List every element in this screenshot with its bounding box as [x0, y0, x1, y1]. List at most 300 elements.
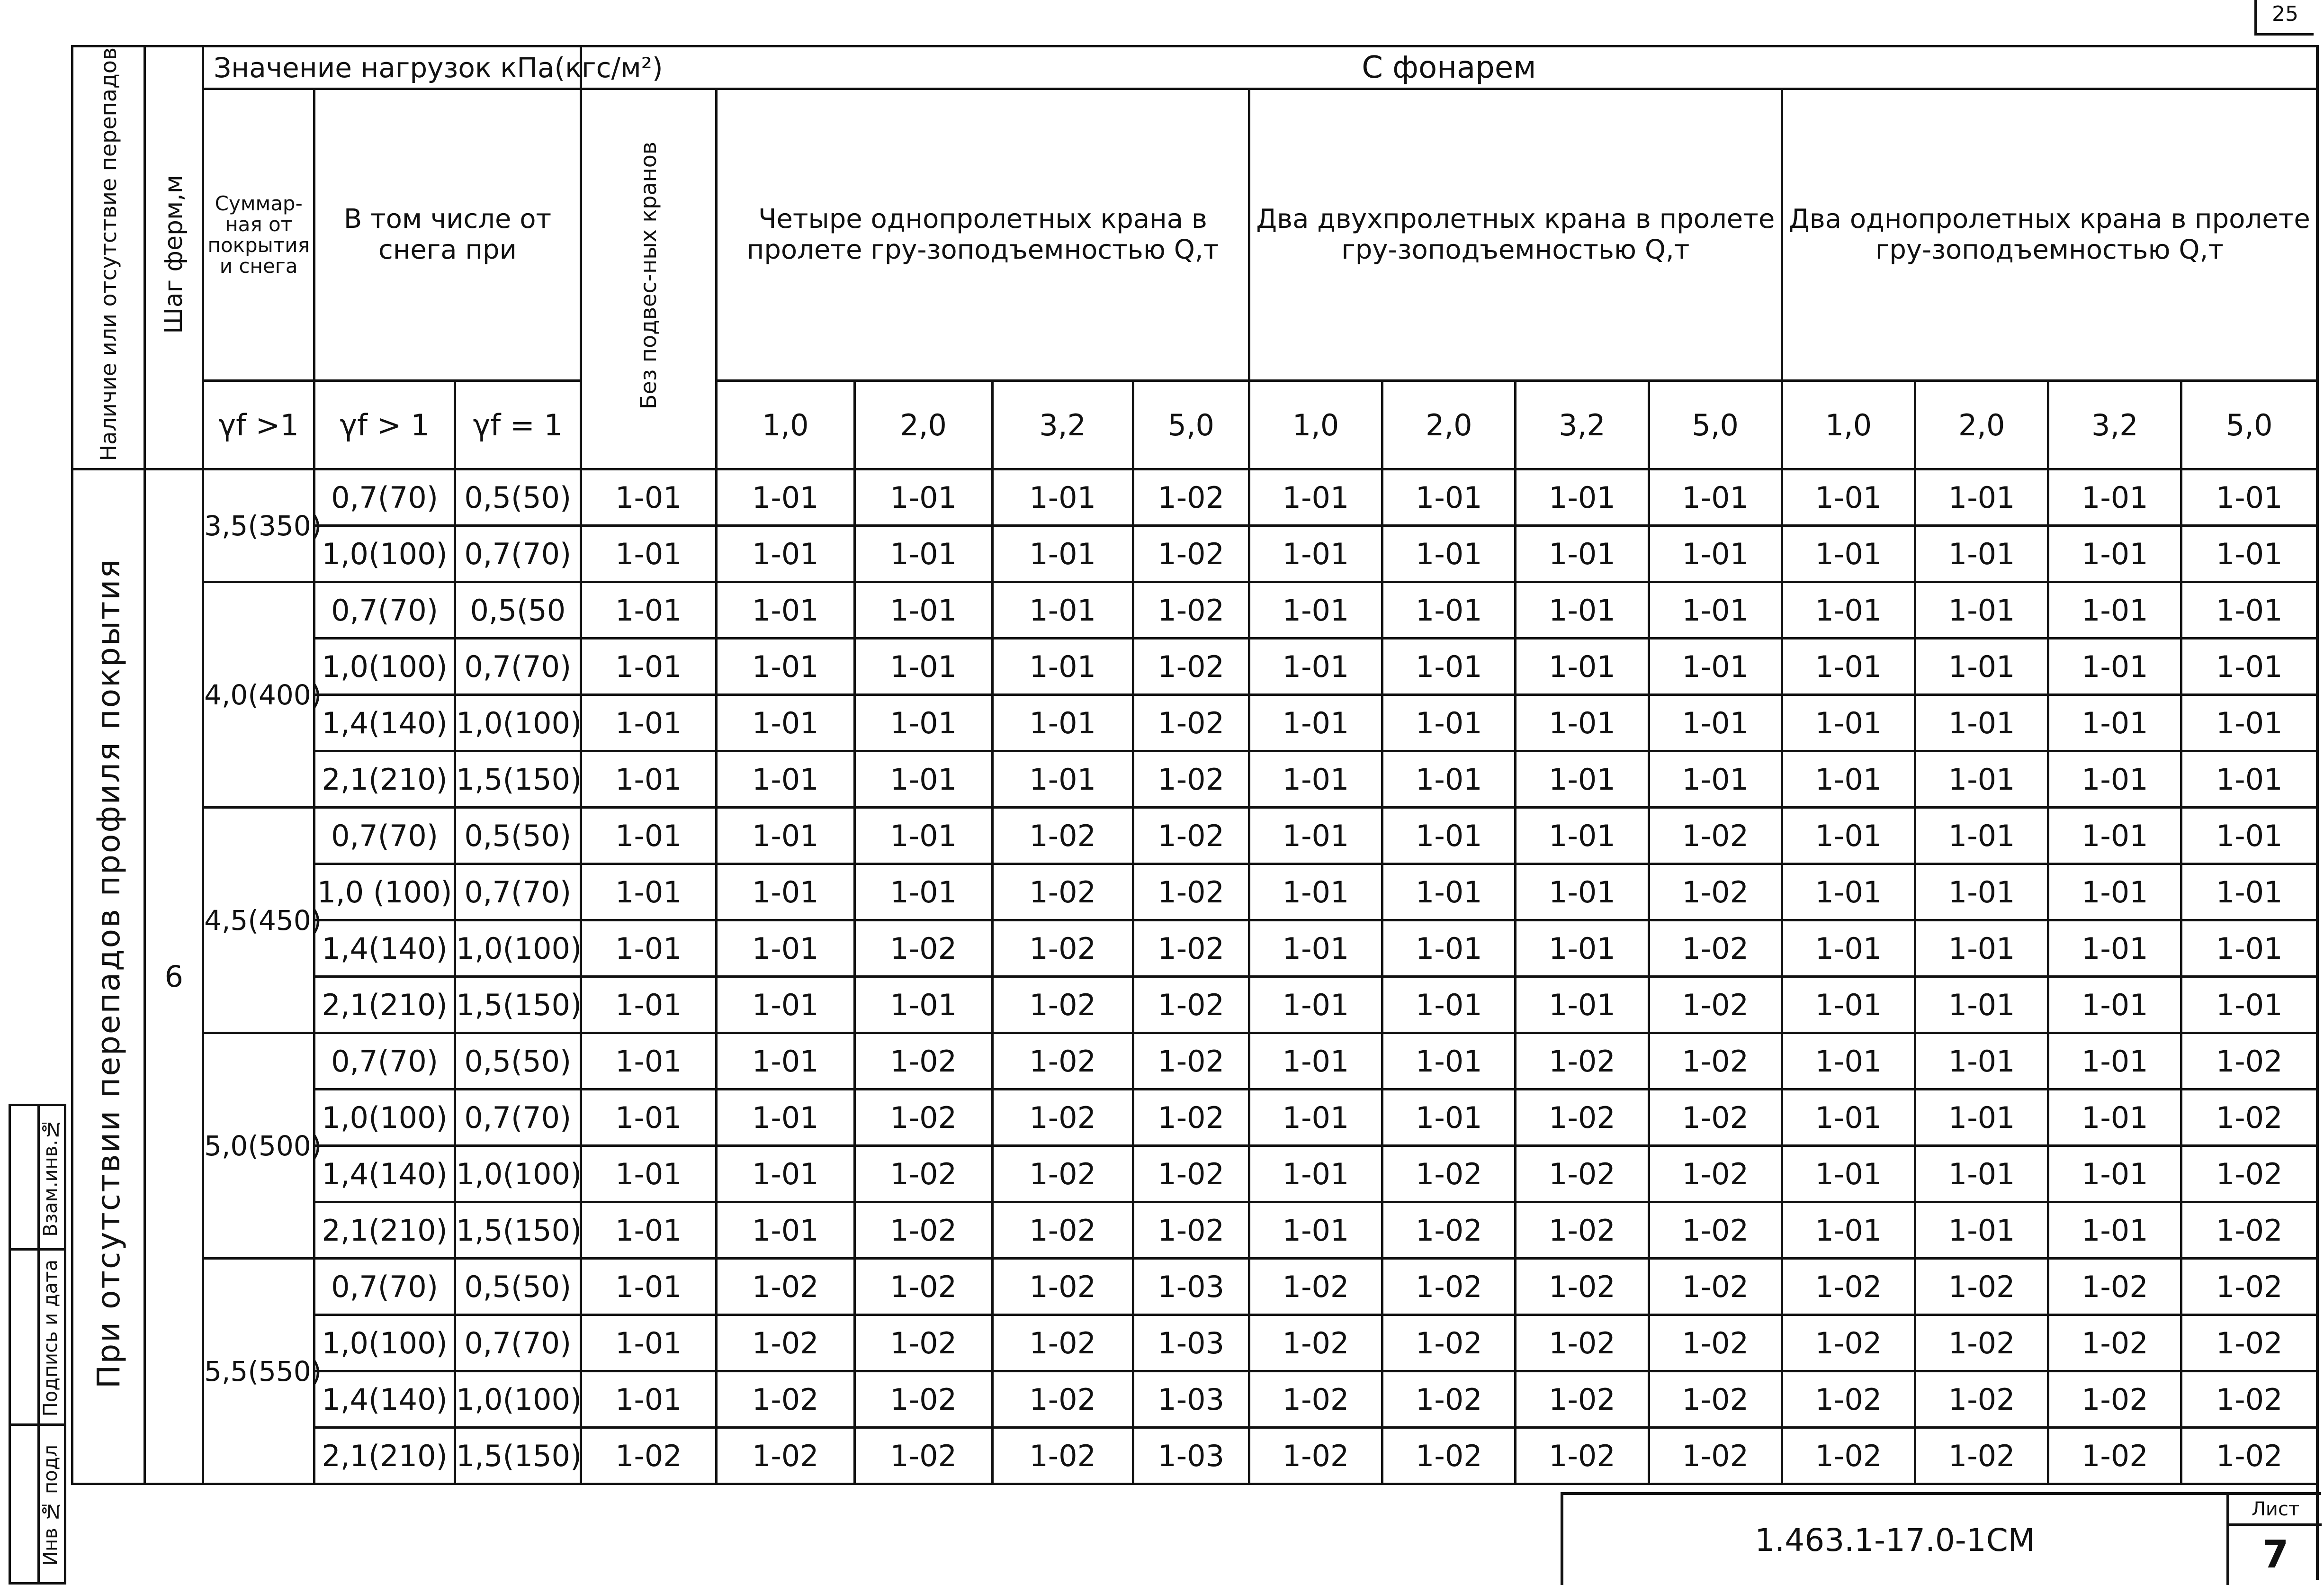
scheme-cell: 1-01: [1782, 920, 1915, 977]
sheet-label: Лист: [2229, 1495, 2322, 1526]
scheme-cell: 1-01: [1249, 469, 1382, 526]
snow-load-gt1: 2,1(210): [314, 1428, 455, 1484]
scheme-cell: 1-02: [992, 1090, 1133, 1146]
scheme-cell: 1-01: [1915, 751, 2048, 808]
scheme-cell: 1-01: [1649, 639, 1782, 695]
scheme-cell: 1-02: [1382, 1315, 1516, 1371]
scheme-cell: 1-01: [992, 469, 1133, 526]
scheme-cell: 1-02: [1915, 1428, 2048, 1484]
total-load-value: 5,5(550): [203, 1259, 314, 1484]
capacity-header: 1,0: [717, 381, 854, 469]
scheme-cell: 1-01: [2181, 920, 2317, 977]
scheme-cell: 1-03: [1133, 1428, 1249, 1484]
scheme-cell: 1-02: [2181, 1033, 2317, 1090]
no-crane-value: 1-01: [581, 808, 716, 864]
no-crane-value: 1-01: [581, 469, 716, 526]
snow-load-gt1: 1,0(100): [314, 1090, 455, 1146]
scheme-cell: 1-01: [2048, 469, 2181, 526]
scheme-cell: 1-01: [854, 526, 992, 582]
scheme-cell: 1-02: [1649, 1428, 1782, 1484]
scheme-cell: 1-01: [854, 582, 992, 639]
scheme-cell: 1-01: [2048, 920, 2181, 977]
scheme-cell: 1-02: [854, 1371, 992, 1428]
snow-load-eq1: 0,5(50): [455, 1033, 581, 1090]
scheme-cell: 1-01: [2181, 526, 2317, 582]
scheme-cell: 1-02: [1649, 1146, 1782, 1202]
scheme-cell: 1-01: [717, 582, 854, 639]
scheme-cell: 1-02: [1382, 1428, 1516, 1484]
scheme-cell: 1-03: [1133, 1371, 1249, 1428]
scheme-cell: 1-02: [1249, 1259, 1382, 1315]
scheme-cell: 1-01: [1382, 1033, 1516, 1090]
table-row: [72, 469, 2317, 526]
no-crane-value: 1-01: [581, 582, 716, 639]
scheme-cell: 1-02: [1133, 751, 1249, 808]
snow-load-eq1: 0,7(70): [455, 864, 581, 920]
scheme-cell: 1-02: [854, 1146, 992, 1202]
scheme-cell: 1-01: [2181, 695, 2317, 751]
scheme-cell: 1-01: [2048, 582, 2181, 639]
scheme-cell: 1-01: [1915, 1033, 2048, 1090]
table-row: [72, 920, 2317, 977]
scheme-cell: 1-02: [717, 1315, 854, 1371]
scheme-cell: 1-01: [1516, 639, 1649, 695]
scheme-cell: 1-01: [1382, 977, 1516, 1033]
scheme-cell: 1-02: [1649, 1033, 1782, 1090]
scheme-cell: 1-01: [1249, 582, 1382, 639]
no-crane-value: 1-01: [581, 864, 716, 920]
scheme-cell: 1-02: [1133, 469, 1249, 526]
scheme-cell: 1-01: [854, 864, 992, 920]
scheme-cell: 1-01: [854, 639, 992, 695]
scheme-cell: 1-02: [1649, 808, 1782, 864]
scheme-cell: 1-02: [854, 1259, 992, 1315]
scheme-cell: 1-02: [1516, 1428, 1649, 1484]
truss-step-value: 6: [145, 469, 203, 1484]
scheme-cell: 1-01: [1382, 864, 1516, 920]
scheme-cell: 1-02: [717, 1371, 854, 1428]
no-crane-value: 1-01: [581, 1259, 716, 1315]
scheme-cell: 1-02: [1649, 864, 1782, 920]
scheme-cell: 1-01: [2048, 1146, 2181, 1202]
scheme-cell: 1-01: [1249, 751, 1382, 808]
scheme-cell: 1-01: [1782, 639, 1915, 695]
scheme-cell: 1-01: [717, 751, 854, 808]
snow-load-eq1: 0,7(70): [455, 1315, 581, 1371]
scheme-cell: 1-01: [2048, 526, 2181, 582]
scheme-cell: 1-02: [1249, 1371, 1382, 1428]
table-row: [72, 1371, 2317, 1428]
side-stamp: [9, 1104, 66, 1585]
scheme-cell: 1-02: [992, 1259, 1133, 1315]
snow-load-eq1: 1,0(100): [455, 920, 581, 977]
scheme-cell: 1-01: [1249, 526, 1382, 582]
scheme-cell: 1-01: [1382, 920, 1516, 977]
table-row: [72, 1090, 2317, 1146]
document-code: 1.463.1-17.0-1СМ: [1755, 1522, 2035, 1558]
scheme-cell: 1-02: [992, 1371, 1133, 1428]
snow-load-header: В том числе от снега при: [314, 89, 581, 381]
scheme-cell: 1-01: [1249, 639, 1382, 695]
scheme-cell: 1-01: [1516, 469, 1649, 526]
scheme-cell: 1-01: [2048, 864, 2181, 920]
no-crane-value: 1-01: [581, 1371, 716, 1428]
scheme-cell: 1-02: [1133, 639, 1249, 695]
capacity-header: 5,0: [1649, 381, 1782, 469]
scheme-cell: 1-01: [1915, 920, 2048, 977]
scheme-cell: 1-01: [1382, 1090, 1516, 1146]
scheme-cell: 1-02: [1133, 1033, 1249, 1090]
scheme-cell: 1-01: [2181, 808, 2317, 864]
capacity-header: 1,0: [1782, 381, 1915, 469]
scheme-cell: 1-01: [1382, 582, 1516, 639]
presence-header: Наличие или отсутствие перепадов: [72, 46, 145, 469]
scheme-cell: 1-02: [1133, 1090, 1249, 1146]
no-crane-value: 1-01: [581, 977, 716, 1033]
scheme-cell: 1-01: [2048, 1202, 2181, 1259]
lantern-header: С фонарем: [581, 46, 2317, 89]
scheme-cell: 1-02: [1516, 1371, 1649, 1428]
scheme-cell: 1-01: [2181, 582, 2317, 639]
scheme-cell: 1-02: [992, 1315, 1133, 1371]
stamp-sign-date: Подпись и дата: [11, 1248, 64, 1426]
scheme-cell: 1-01: [992, 695, 1133, 751]
scheme-cell: 1-02: [1516, 1202, 1649, 1259]
scheme-cell: 1-02: [1133, 1146, 1249, 1202]
scheme-cell: 1-02: [854, 1202, 992, 1259]
scheme-cell: 1-01: [1249, 920, 1382, 977]
scheme-cell: 1-01: [2048, 695, 2181, 751]
capacity-header: 5,0: [2181, 381, 2317, 469]
table-row: [72, 582, 2317, 639]
scheme-cell: 1-03: [1133, 1259, 1249, 1315]
scheme-cell: 1-01: [717, 469, 854, 526]
scheme-cell: 1-01: [1649, 695, 1782, 751]
scheme-cell: 1-01: [1249, 1090, 1382, 1146]
scheme-cell: 1-01: [2048, 808, 2181, 864]
scheme-cell: 1-01: [1915, 639, 2048, 695]
scheme-cell: 1-01: [1915, 1202, 2048, 1259]
scheme-cell: 1-01: [717, 639, 854, 695]
no-crane-value: 1-01: [581, 639, 716, 695]
snow-load-gt1: 1,0(100): [314, 526, 455, 582]
scheme-cell: 1-01: [1249, 1146, 1382, 1202]
scheme-cell: 1-01: [854, 695, 992, 751]
scheme-cell: 1-01: [1249, 808, 1382, 864]
scheme-cell: 1-01: [1915, 977, 2048, 1033]
scheme-cell: 1-02: [1133, 582, 1249, 639]
scheme-cell: 1-01: [1516, 977, 1649, 1033]
scheme-cell: 1-02: [1133, 1202, 1249, 1259]
snow-load-eq1: 0,5(50): [455, 469, 581, 526]
scheme-cell: 1-01: [1649, 582, 1782, 639]
scheme-cell: 1-02: [2181, 1259, 2317, 1315]
scheme-cell: 1-01: [2181, 864, 2317, 920]
table-row: [72, 695, 2317, 751]
scheme-cell: 1-02: [854, 1090, 992, 1146]
snow-load-gt1: 0,7(70): [314, 582, 455, 639]
scheme-cell: 1-01: [854, 977, 992, 1033]
scheme-cell: 1-01: [1382, 751, 1516, 808]
scheme-cell: 1-01: [1649, 526, 1782, 582]
stamp-inv-no: Инв № подл: [11, 1423, 64, 1585]
table-row: [72, 1428, 2317, 1484]
table-row: [72, 526, 2317, 582]
capacity-header: 1,0: [1249, 381, 1382, 469]
snow-load-gt1: 1,4(140): [314, 695, 455, 751]
scheme-cell: 1-01: [1915, 1090, 2048, 1146]
scheme-cell: 1-01: [1249, 864, 1382, 920]
capacity-header: 2,0: [1915, 381, 2048, 469]
scheme-cell: 1-01: [1249, 1202, 1382, 1259]
scheme-cell: 1-02: [717, 1428, 854, 1484]
table-row: [72, 1202, 2317, 1259]
scheme-cell: 1-03: [1133, 1315, 1249, 1371]
scheme-cell: 1-01: [1382, 639, 1516, 695]
scheme-cell: 1-02: [1516, 1259, 1649, 1315]
scheme-cell: 1-01: [1915, 808, 2048, 864]
scheme-cell: 1-02: [1133, 526, 1249, 582]
scheme-cell: 1-02: [1782, 1428, 1915, 1484]
table-row: [72, 1315, 2317, 1371]
table-row: [72, 639, 2317, 695]
scheme-cell: 1-02: [992, 1202, 1133, 1259]
scheme-cell: 1-02: [2048, 1371, 2181, 1428]
scheme-cell: 1-01: [717, 526, 854, 582]
scheme-cell: 1-02: [2181, 1371, 2317, 1428]
scheme-cell: 1-02: [992, 1146, 1133, 1202]
no-cranes-header: Без подвес-ных кранов: [581, 89, 716, 469]
presence-value: При отсутствии перепадов профиля покрытия: [72, 469, 145, 1484]
scheme-cell: 1-02: [1649, 1371, 1782, 1428]
scheme-cell: 1-01: [1516, 920, 1649, 977]
scheme-cell: 1-02: [1516, 1090, 1649, 1146]
scheme-cell: 1-01: [717, 1090, 854, 1146]
snow-load-eq1: 0,5(50): [455, 808, 581, 864]
sheet-box: [2226, 1495, 2322, 1585]
scheme-cell: 1-01: [717, 1033, 854, 1090]
scheme-cell: 1-02: [2181, 1090, 2317, 1146]
scheme-cell: 1-01: [1249, 1033, 1382, 1090]
scheme-cell: 1-02: [2181, 1428, 2317, 1484]
snow-load-eq1: 0,7(70): [455, 639, 581, 695]
crane-group-2-header: Два двухпролетных крана в пролете гру-зоподъемностью Q,т: [1249, 89, 1782, 381]
scheme-cell: 1-01: [717, 1146, 854, 1202]
table-row: [72, 1259, 2317, 1315]
scheme-cell: 1-02: [1782, 1259, 1915, 1315]
snow-load-eq1: 1,0(100): [455, 1146, 581, 1202]
scheme-cell: 1-02: [1133, 695, 1249, 751]
scheme-cell: 1-02: [717, 1259, 854, 1315]
scheme-cell: 1-01: [1382, 469, 1516, 526]
snow-load-eq1: 1,5(150): [455, 1428, 581, 1484]
snow-load-eq1: 0,5(50): [455, 1259, 581, 1315]
scheme-cell: 1-01: [1782, 1033, 1915, 1090]
scheme-cell: 1-01: [1782, 1146, 1915, 1202]
scheme-cell: 1-01: [992, 751, 1133, 808]
scheme-cell: 1-01: [1782, 1090, 1915, 1146]
capacity-header: 2,0: [854, 381, 992, 469]
scheme-cell: 1-02: [1249, 1315, 1382, 1371]
scheme-cell: 1-01: [1649, 751, 1782, 808]
snow-load-eq1: 1,5(150): [455, 1202, 581, 1259]
scheme-cell: 1-01: [2048, 751, 2181, 808]
crane-group-3-header: Два однопролетных крана в пролете гру-зоподъемностью Q,т: [1782, 89, 2317, 381]
scheme-cell: 1-01: [717, 920, 854, 977]
scheme-cell: 1-02: [1516, 1315, 1649, 1371]
snow-load-gt1: 1,4(140): [314, 920, 455, 977]
scheme-cell: 1-02: [1133, 977, 1249, 1033]
snow-load-eq1: 0,7(70): [455, 526, 581, 582]
scheme-cell: 1-01: [1382, 808, 1516, 864]
scheme-cell: 1-01: [1516, 526, 1649, 582]
scheme-cell: 1-01: [717, 695, 854, 751]
scheme-cell: 1-01: [1516, 864, 1649, 920]
snow-load-gt1: 2,1(210): [314, 751, 455, 808]
scheme-cell: 1-02: [854, 1033, 992, 1090]
scheme-cell: 1-02: [1782, 1371, 1915, 1428]
table-row: [72, 751, 2317, 808]
scheme-cell: 1-02: [1249, 1428, 1382, 1484]
snow-load-gt1: 2,1(210): [314, 1202, 455, 1259]
sheet-number: 7: [2262, 1532, 2289, 1576]
snow-load-gt1: 0,7(70): [314, 1259, 455, 1315]
scheme-cell: 1-01: [1782, 695, 1915, 751]
scheme-cell: 1-02: [854, 1428, 992, 1484]
scheme-cell: 1-01: [1782, 469, 1915, 526]
no-crane-value: 1-01: [581, 920, 716, 977]
scheme-cell: 1-01: [2181, 639, 2317, 695]
loads-table: [71, 45, 2318, 1485]
scheme-cell: 1-01: [1782, 1202, 1915, 1259]
scheme-cell: 1-02: [2048, 1315, 2181, 1371]
no-crane-value: 1-01: [581, 695, 716, 751]
loads-header: Значение нагрузок кПа(кгс/м²): [203, 46, 581, 89]
snow-load-eq1: 0,5(50: [455, 582, 581, 639]
scheme-cell: 1-01: [1516, 582, 1649, 639]
table-row: [72, 1033, 2317, 1090]
scheme-cell: 1-01: [854, 469, 992, 526]
title-block: [1561, 1492, 2321, 1585]
snow-load-eq1: 0,7(70): [455, 1090, 581, 1146]
snow-load-eq1: 1,0(100): [455, 1371, 581, 1428]
scheme-cell: 1-02: [854, 920, 992, 977]
scheme-cell: 1-01: [1516, 808, 1649, 864]
scheme-cell: 1-01: [1382, 526, 1516, 582]
scheme-cell: 1-02: [1915, 1315, 2048, 1371]
no-crane-value: 1-01: [581, 751, 716, 808]
capacity-header: 2,0: [1382, 381, 1516, 469]
scheme-cell: 1-01: [1649, 469, 1782, 526]
scheme-cell: 1-02: [1649, 1090, 1782, 1146]
scheme-cell: 1-02: [1382, 1371, 1516, 1428]
gamma-total-header: γf >1: [203, 381, 314, 469]
scheme-cell: 1-01: [717, 1202, 854, 1259]
table-row: [72, 977, 2317, 1033]
snow-load-gt1: 2,1(210): [314, 977, 455, 1033]
scheme-cell: 1-01: [1915, 582, 2048, 639]
scheme-cell: 1-01: [2181, 977, 2317, 1033]
total-load-value: 4,5(450): [203, 808, 314, 1033]
scheme-cell: 1-02: [1382, 1146, 1516, 1202]
scheme-cell: 1-01: [717, 808, 854, 864]
snow-load-eq1: 1,5(150): [455, 751, 581, 808]
scheme-cell: 1-02: [2181, 1146, 2317, 1202]
no-crane-value: 1-01: [581, 1033, 716, 1090]
scheme-cell: 1-02: [2048, 1428, 2181, 1484]
scheme-cell: 1-01: [992, 639, 1133, 695]
scheme-cell: 1-02: [992, 1033, 1133, 1090]
no-crane-value: 1-01: [581, 1315, 716, 1371]
scheme-cell: 1-02: [992, 808, 1133, 864]
scheme-cell: 1-02: [1915, 1371, 2048, 1428]
scheme-cell: 1-01: [717, 864, 854, 920]
scheme-cell: 1-01: [854, 808, 992, 864]
scheme-cell: 1-02: [854, 1315, 992, 1371]
scheme-cell: 1-02: [2048, 1259, 2181, 1315]
scheme-cell: 1-02: [1782, 1315, 1915, 1371]
scheme-cell: 1-01: [1782, 808, 1915, 864]
gamma-snow-eq1-header: γf = 1: [455, 381, 581, 469]
snow-load-gt1: 1,0 (100): [314, 864, 455, 920]
scheme-cell: 1-02: [992, 864, 1133, 920]
scheme-cell: 1-01: [2181, 751, 2317, 808]
scheme-cell: 1-02: [1915, 1259, 2048, 1315]
snow-load-gt1: 1,4(140): [314, 1146, 455, 1202]
scheme-cell: 1-01: [1782, 751, 1915, 808]
scheme-cell: 1-02: [992, 977, 1133, 1033]
no-crane-value: 1-01: [581, 526, 716, 582]
scheme-cell: 1-02: [992, 920, 1133, 977]
scheme-cell: 1-02: [1649, 977, 1782, 1033]
no-crane-value: 1-01: [581, 1146, 716, 1202]
snow-load-gt1: 0,7(70): [314, 1033, 455, 1090]
scheme-cell: 1-01: [1915, 695, 2048, 751]
snow-load-gt1: 1,4(140): [314, 1371, 455, 1428]
scheme-cell: 1-02: [1382, 1259, 1516, 1315]
scheme-cell: 1-01: [1915, 864, 2048, 920]
snow-load-gt1: 1,0(100): [314, 639, 455, 695]
scheme-cell: 1-01: [1915, 1146, 2048, 1202]
scheme-cell: 1-01: [2181, 469, 2317, 526]
scheme-cell: 1-02: [1133, 920, 1249, 977]
table-row: [72, 808, 2317, 864]
gamma-snow-gt1-header: γf > 1: [314, 381, 455, 469]
scheme-cell: 1-01: [2048, 1090, 2181, 1146]
snow-load-gt1: 0,7(70): [314, 808, 455, 864]
capacity-header: 5,0: [1133, 381, 1249, 469]
scheme-cell: 1-02: [1516, 1033, 1649, 1090]
scheme-cell: 1-01: [992, 526, 1133, 582]
truss-step-header: Шаг ферм,м: [145, 46, 203, 469]
scheme-cell: 1-02: [1133, 808, 1249, 864]
scheme-cell: 1-02: [1649, 920, 1782, 977]
snow-load-gt1: 0,7(70): [314, 469, 455, 526]
scheme-cell: 1-02: [1649, 1202, 1782, 1259]
scheme-cell: 1-02: [1133, 864, 1249, 920]
scheme-cell: 1-01: [1249, 695, 1382, 751]
snow-load-gt1: 1,0(100): [314, 1315, 455, 1371]
stamp-replace-inv: Взам.инв.№: [40, 1117, 62, 1237]
scheme-cell: 1-01: [2048, 977, 2181, 1033]
no-crane-value: 1-02: [581, 1428, 716, 1484]
corner-page-number: 25: [2254, 0, 2314, 36]
scheme-cell: 1-01: [2048, 639, 2181, 695]
scheme-cell: 1-02: [1649, 1259, 1782, 1315]
scheme-cell: 1-01: [1782, 977, 1915, 1033]
capacity-header: 3,2: [992, 381, 1133, 469]
scheme-cell: 1-01: [1249, 977, 1382, 1033]
